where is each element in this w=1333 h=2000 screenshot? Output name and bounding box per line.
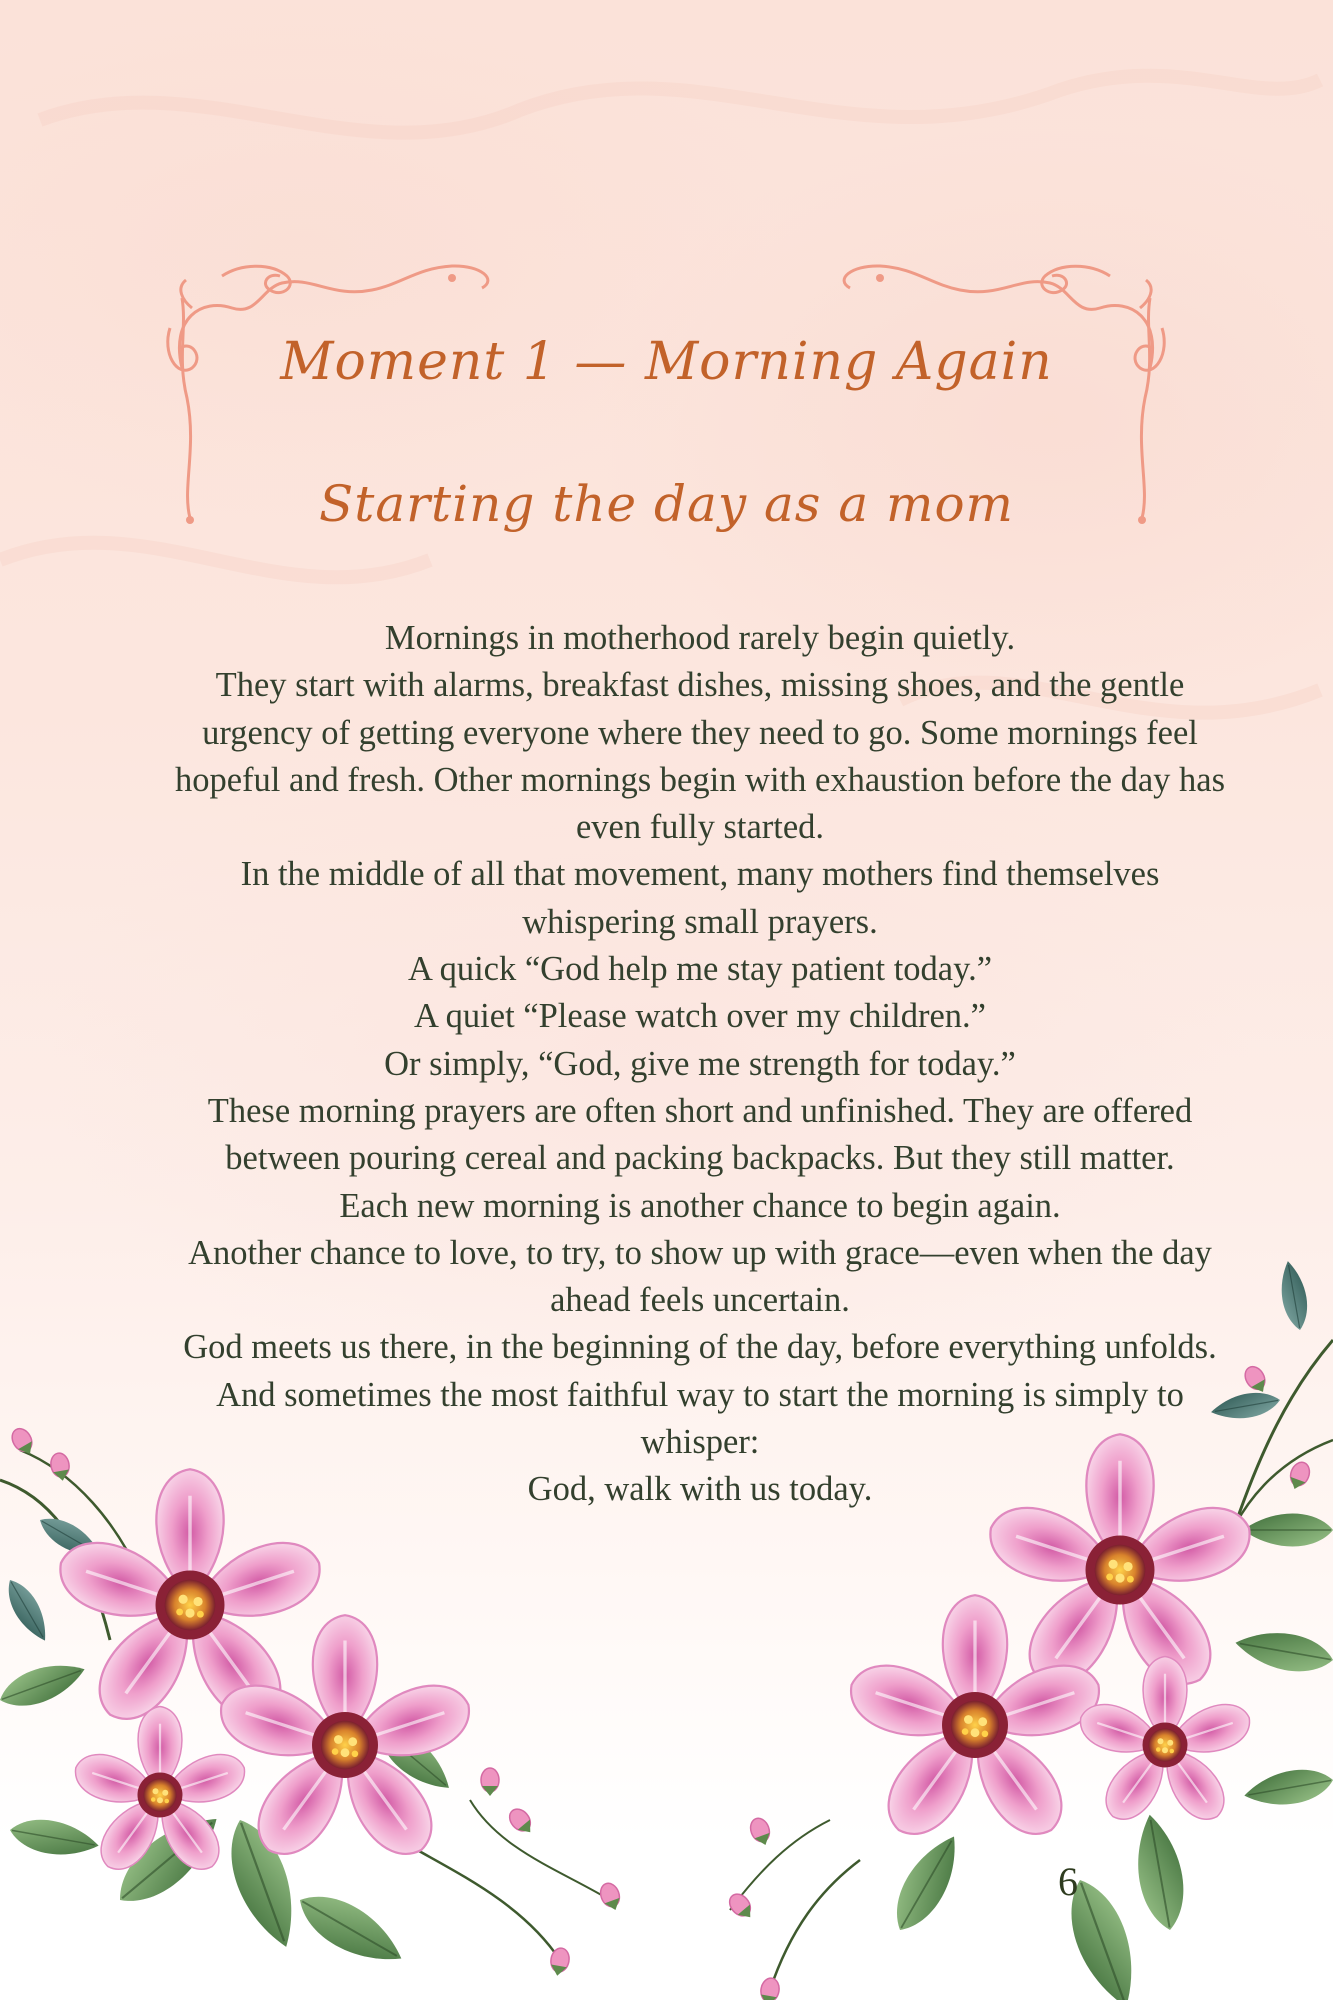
- paragraph: Another chance to love, to try, to show up with grace—even when the day ahead feels uncertain.: [188, 1233, 1212, 1320]
- paragraph: A quick “God help me stay patient today.”: [407, 950, 993, 989]
- chapter-subtitle: Starting the day as a mom: [319, 475, 1014, 533]
- paragraph: God, walk with us today.: [527, 1470, 873, 1509]
- paragraph: Each new morning is another chance to begin again.: [339, 1186, 1061, 1225]
- paragraph: A quiet “Please watch over my children.”: [414, 997, 986, 1036]
- paragraph: They start with alarms, breakfast dishes, missing shoes, and the gentle urgency of getting everyone where they need to go. Some mornings feel hopeful and fresh. Other mornings begin with exhaustion before the day has even fully started.: [174, 666, 1226, 847]
- paragraph: And sometimes the most faithful way to start the morning is simply to whisper:: [216, 1375, 1184, 1462]
- chapter-title: Moment 1 — Morning Again: [280, 332, 1053, 392]
- paragraph: In the middle of all that movement, many mothers find themselves whispering small prayers.: [240, 855, 1160, 941]
- paragraph: Mornings in motherhood rarely begin quietly.: [384, 619, 1016, 657]
- paragraph: These morning prayers are often short and unfinished. They are offered between pouring cereal and packing backpacks. But they still matter.: [207, 1091, 1193, 1178]
- body-text: [160, 615, 1240, 1514]
- paragraph: Or simply, “God, give me strength for today.”: [384, 1044, 1016, 1083]
- page-number: 6: [1058, 1859, 1078, 1904]
- paragraph: God meets us there, in the beginning of the day, before everything unfolds.: [183, 1328, 1217, 1367]
